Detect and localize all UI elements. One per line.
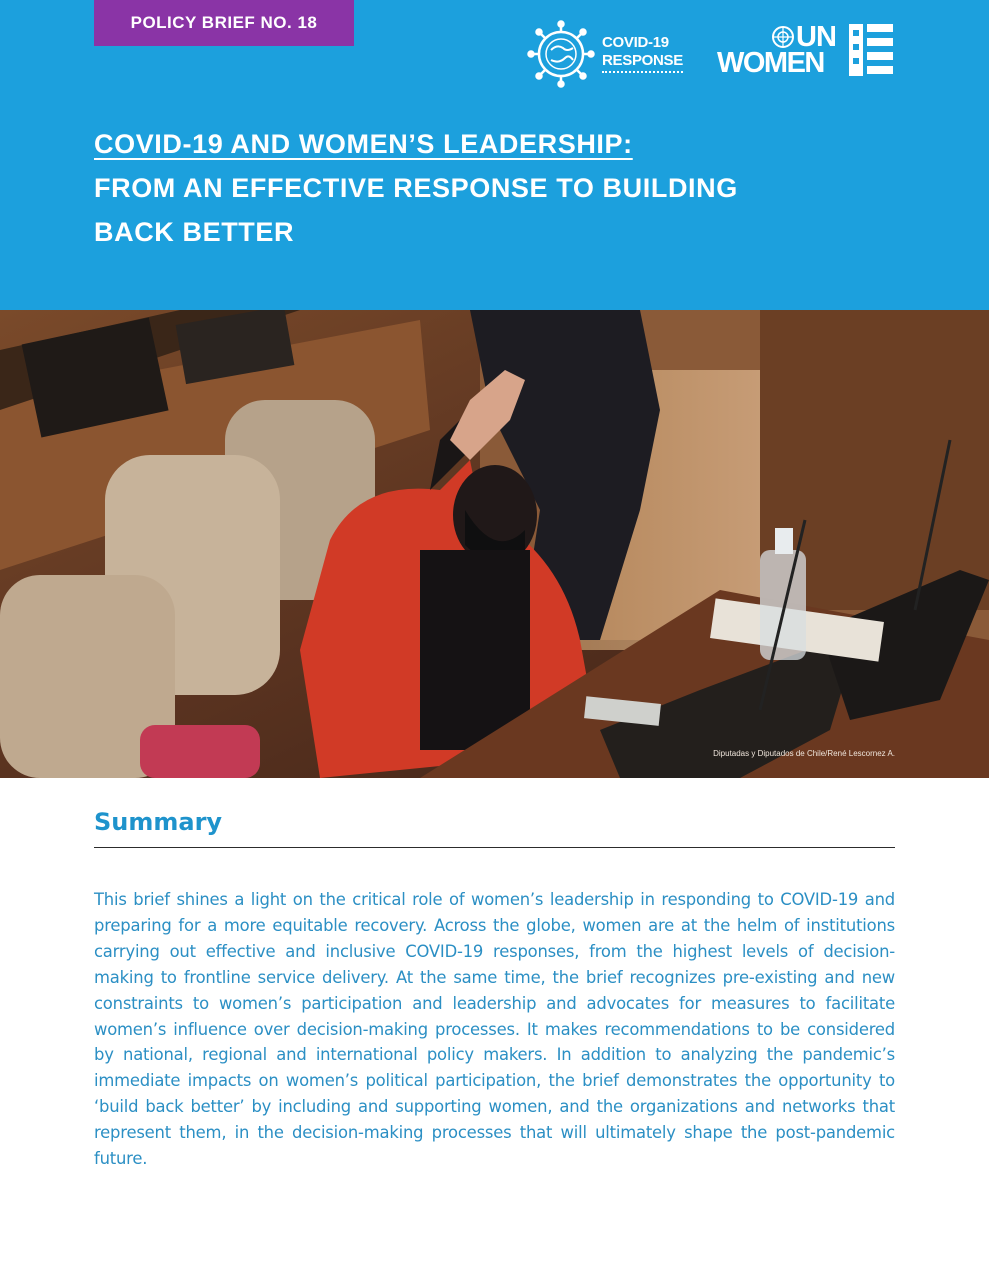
cover-photo (0, 310, 989, 778)
covid-logo-line1: COVID-19 (602, 34, 669, 51)
un-women-logo (717, 20, 897, 78)
page-title (94, 122, 738, 254)
summary-heading: Summary (94, 808, 223, 836)
summary-divider (94, 847, 895, 848)
un-emblem-icon (771, 25, 795, 49)
covid-logo-line2: RESPONSE (602, 52, 683, 73)
virus-globe-icon (527, 20, 595, 88)
parliament-photo-illustration (0, 310, 989, 778)
covid-response-logo (527, 20, 683, 88)
header-banner (0, 0, 989, 310)
title-line-3: BACK BETTER (94, 217, 295, 247)
policy-brief-tag: POLICY BRIEF NO. 18 (94, 0, 354, 46)
covid-response-text (602, 34, 683, 73)
un-women-equal-mark-icon (849, 24, 893, 76)
summary-body: This brief shines a light on the critical role of women’s leadership in responding to COVID-19 and preparing for a more equitable recovery. Across the globe, women are at the helm of institutions carrying out effective and inclusive COVID-19 responses, from the highest levels of decision-making to frontline service delivery. At the same time, the brief recognizes pre-existing and new constraints to women’s participation and leadership and advocates for measures to facilitate women’s influence over decision-making processes. It makes recommendations to be considered by national, regional and international policy makers. In addition to analyzing the pandemic’s immediate impacts on women’s political participation, the brief demonstrates the opportunity to ‘build back better’ by including and supporting women, and the organizations and networks that represent them, in the decision-making processes that will ultimately shape the post-pandemic future. (94, 890, 895, 1169)
title-line-2: FROM AN EFFECTIVE RESPONSE TO BUILDING (94, 173, 738, 203)
photo-credit: Diputadas y Diputados de Chile/René Lescornez A. (713, 749, 895, 758)
un-women-logo-un: UN (796, 21, 836, 53)
title-line-1: COVID-19 AND WOMEN’S LEADERSHIP: (94, 129, 633, 159)
un-women-logo-women: WOMEN (717, 47, 824, 79)
